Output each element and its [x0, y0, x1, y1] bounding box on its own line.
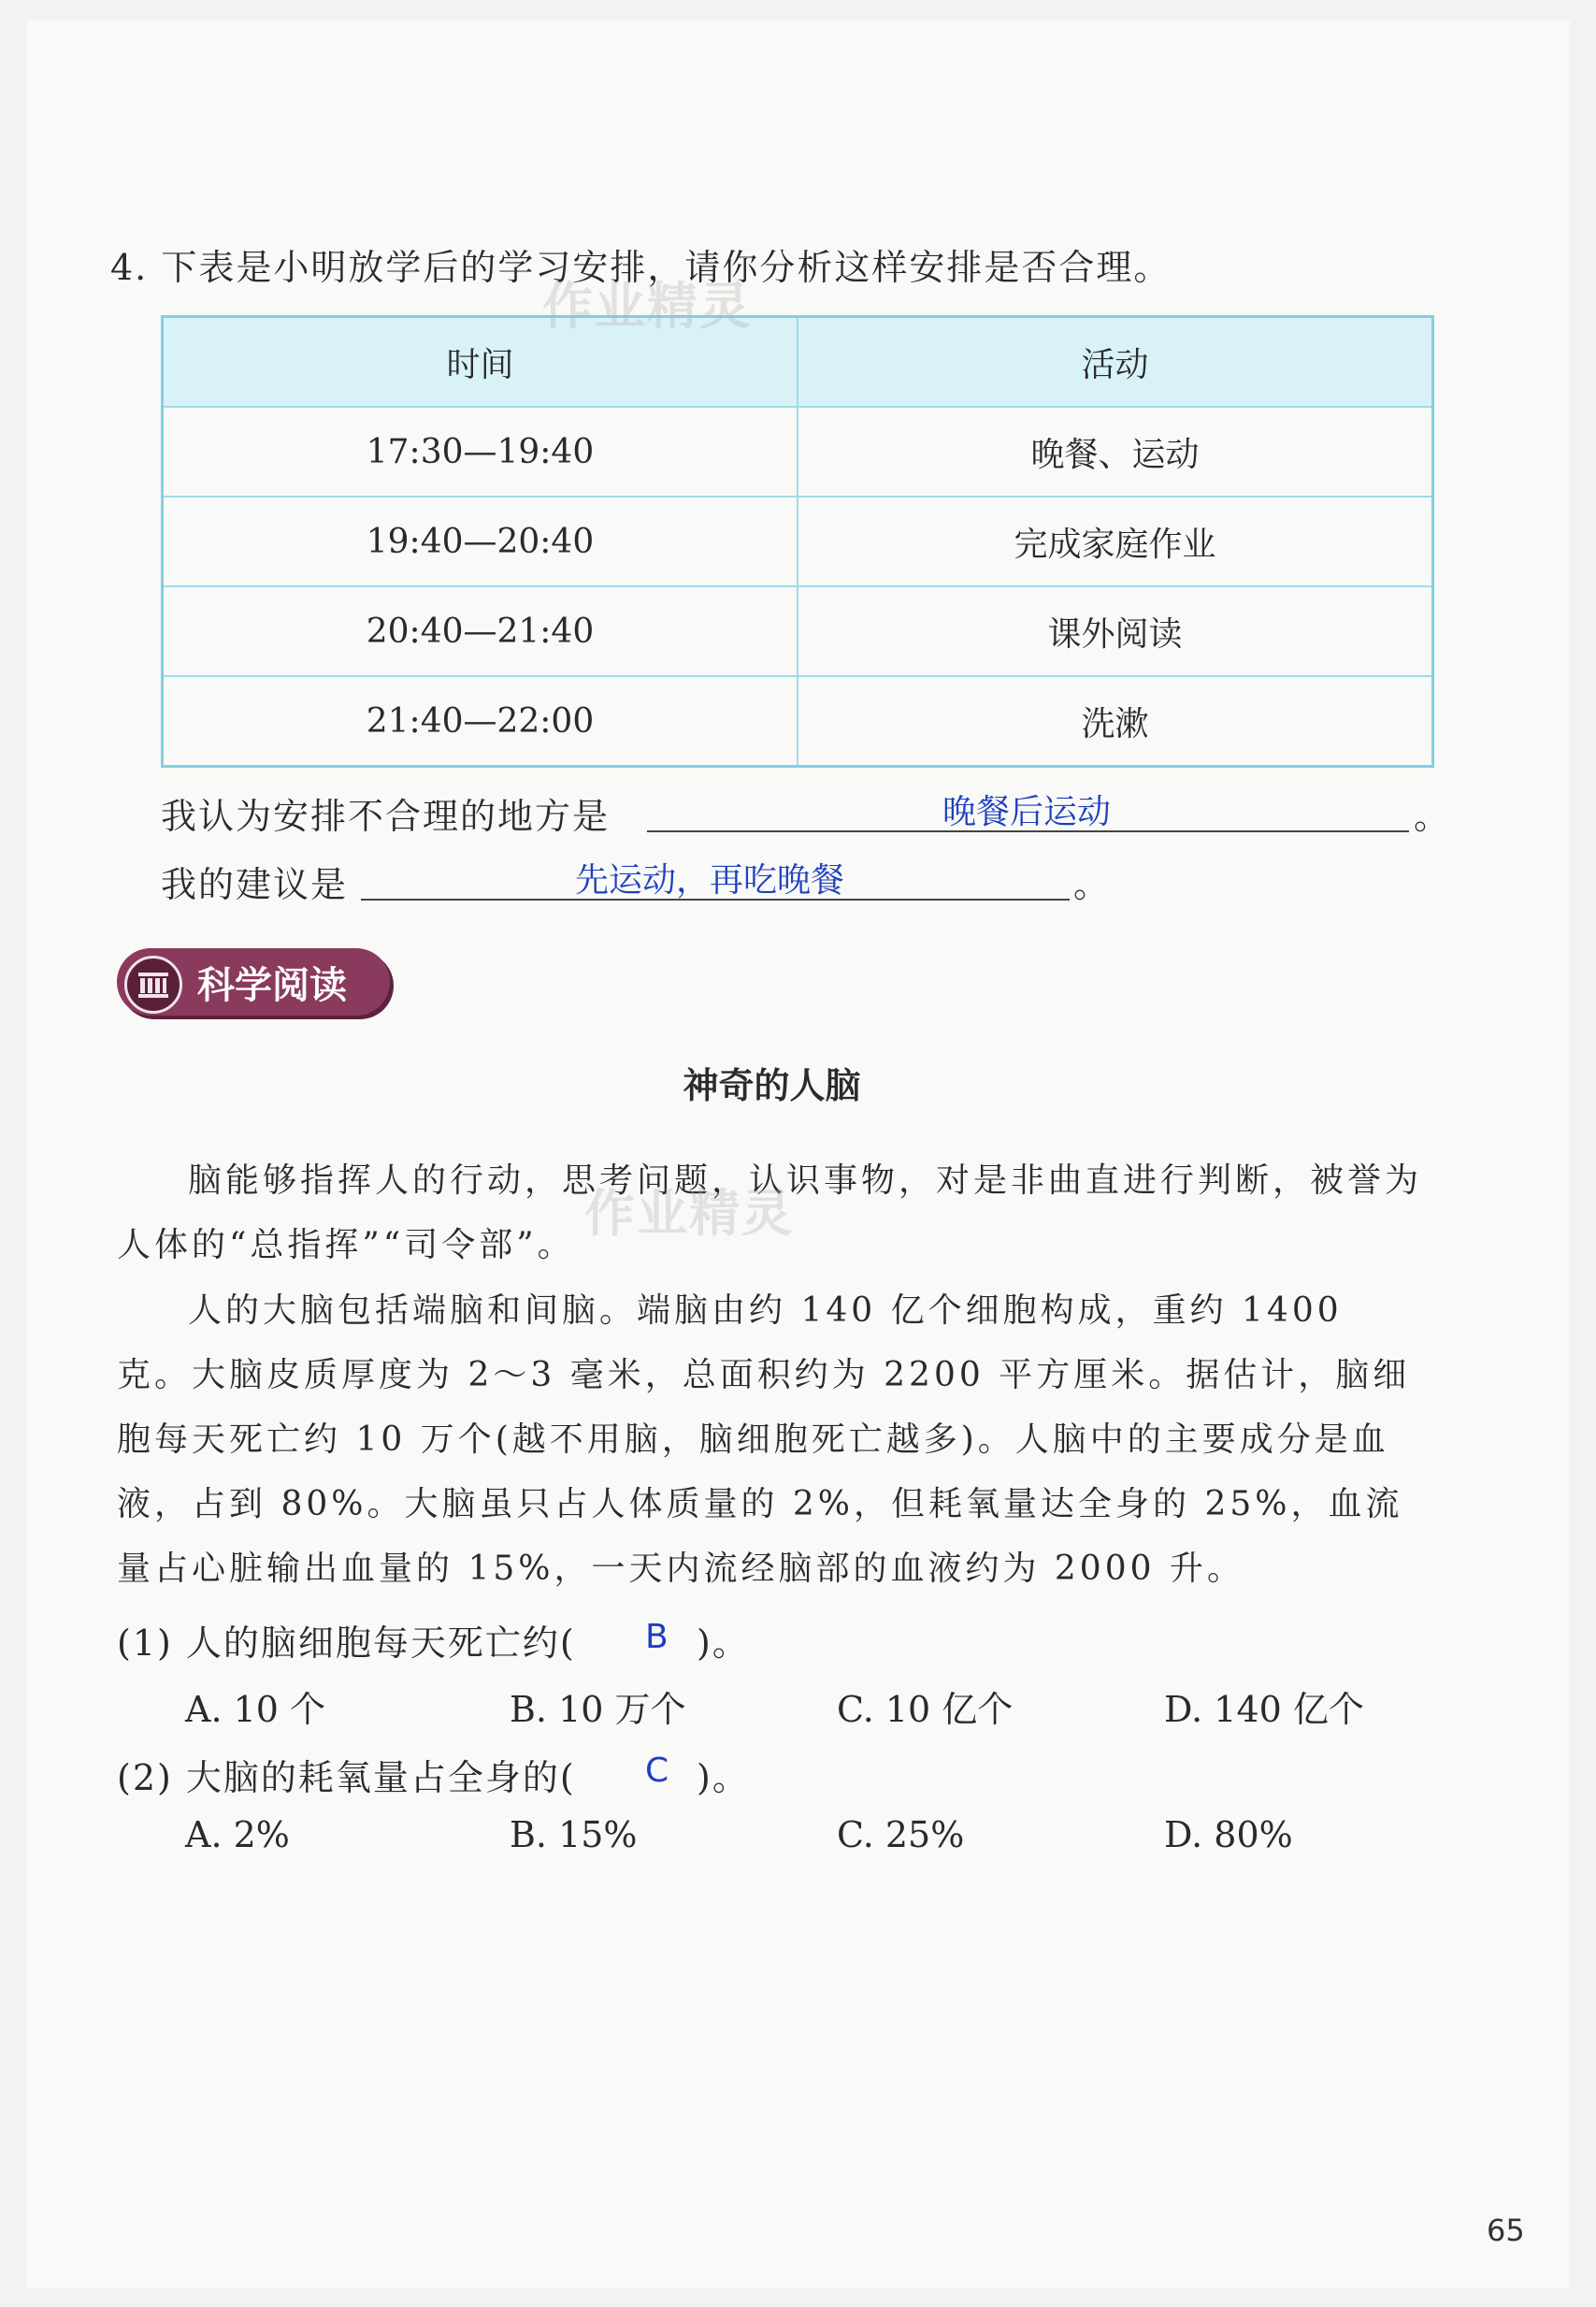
table-row: [164, 496, 1431, 585]
period: 。: [1073, 864, 1112, 905]
table-cell-activity: 课外阅读: [1047, 614, 1183, 654]
question-2-option: D. 80%: [1164, 1814, 1293, 1855]
question-2-answer: C: [645, 1752, 669, 1790]
table-header-cell: 时间: [164, 318, 798, 406]
question-1-option: C. 10 亿个: [837, 1689, 1014, 1730]
watermark: 作业精灵: [584, 1184, 794, 1243]
question-1-option: B. 10 万个: [510, 1689, 686, 1730]
question-1-suffix: )。: [697, 1622, 750, 1664]
table-cell-activity: 完成家庭作业: [1014, 525, 1216, 564]
watermark: 作业精灵: [542, 277, 752, 336]
table-row: [164, 675, 1431, 765]
reading-paragraph-2: 人的大脑包括端脑和间脑。端脑由约 140 亿个细胞构成，重约 1400 克。大脑皮质厚度为 2～3 毫米，总面积约为 2200 平方厘米。据估计，脑细胞每天死亡约 10 万个(越不用脑，脑细胞死亡越多)。人脑中的主要成分是血液，占到 80%。大脑虽只占人体质量的 2%，但耗氧量达全身的 25%，血流量占心脏输出血量的 15%，一天内流经脑部的血液约为 2000 升。: [117, 1291, 1411, 1588]
question-2-option: B. 15%: [510, 1814, 638, 1855]
section-title: 科学阅读: [197, 964, 347, 1007]
table-header-cell: 活动: [1081, 345, 1149, 384]
section-badge: [117, 948, 390, 1016]
table-cell-time: 20:40—21:40: [164, 587, 798, 675]
table-row: [164, 406, 1431, 496]
schedule-table: [161, 315, 1434, 768]
suggestion-label: 我的建议是: [161, 864, 349, 905]
question-2-option: C. 25%: [837, 1814, 965, 1855]
unreasonable-answer: 晚餐后运动: [942, 793, 1112, 831]
table-cell-activity: 晚餐、运动: [1030, 435, 1200, 474]
question-2-suffix: )。: [697, 1757, 750, 1798]
bookshelf-icon: [124, 956, 182, 1014]
question-1-prefix: (1) 人的脑细胞每天死亡约(: [117, 1622, 576, 1664]
unreasonable-label: 我认为安排不合理的地方是: [161, 796, 611, 837]
period: 。: [1414, 796, 1452, 837]
question-2-prefix: (2) 大脑的耗氧量占全身的(: [117, 1757, 576, 1798]
question-1-option: A. 10 个: [185, 1689, 326, 1730]
question-1-option: D. 140 亿个: [1164, 1689, 1364, 1730]
reading-paragraph-1: 脑能够指挥人的行动，思考问题，认识事物，对是非曲直进行判断，被誉为人体的“总指挥”“司令部”。: [117, 1161, 1423, 1264]
table-cell-time: 17:30—19:40: [164, 408, 798, 496]
table-cell-time: 21:40—22:00: [164, 677, 798, 765]
reading-title: 神奇的人脑: [683, 1065, 861, 1106]
question-1-answer: B: [645, 1618, 669, 1656]
table-cell-activity: 洗漱: [1081, 704, 1149, 743]
suggestion-answer: 先运动，再吃晚餐: [575, 861, 845, 900]
table-cell-time: 19:40—20:40: [164, 497, 798, 585]
question-4-prompt: 4. 下表是小明放学后的学习安排，请你分析这样安排是否合理。: [110, 247, 1172, 288]
table-row: [164, 585, 1431, 675]
table-header-row: [164, 318, 1431, 406]
question-2-option: A. 2%: [185, 1814, 290, 1855]
page-number: 65: [1487, 2213, 1525, 2248]
